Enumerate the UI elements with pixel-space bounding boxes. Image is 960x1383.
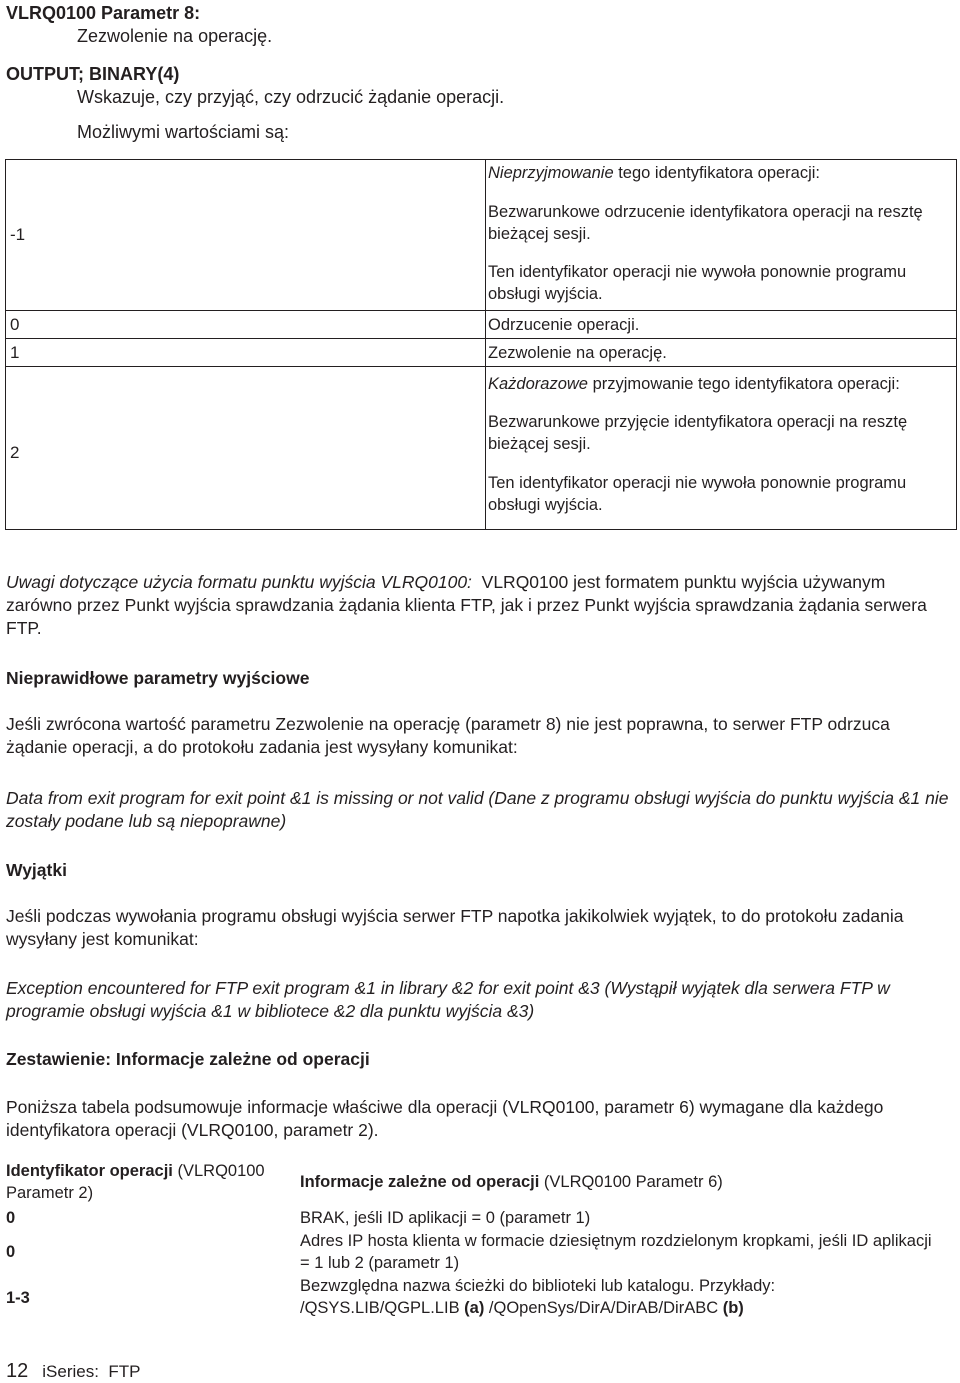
value-description	[488, 162, 950, 305]
desc-lead-italic: Każdorazowe	[488, 375, 588, 393]
table-row	[6, 338, 956, 366]
desc-text: Ten identyfikator operacji nie wywoła ponownie programu obsługi wyjścia.	[488, 474, 907, 514]
summary-row-info: Adres IP hosta klienta w formacie dziesiętnym rozdzielonym kropkami, jeśli ID aplikacji = 1 lub 2 (parametr 1)	[300, 1232, 932, 1272]
example-path-b: /QOpenSys/DirA/DirAB/DirABC	[484, 1299, 723, 1317]
desc-text: Ten identyfikator operacji nie wywoła ponownie programu obsługi wyjścia.	[488, 263, 907, 303]
value-cell	[6, 160, 486, 310]
summary-info-examples	[300, 1297, 940, 1319]
desc-lead-italic: Nieprzyjmowanie	[488, 164, 614, 182]
col1-header-rest: (VLRQ0100 Parametr 2)	[6, 1162, 265, 1202]
summary-row-id: 0	[6, 1209, 16, 1227]
col2-header-bold: Informacje zależne od operacji	[300, 1173, 540, 1191]
value-cell	[6, 367, 486, 530]
summary-heading: Zestawienie: Informacje zależne od operacji	[6, 1049, 370, 1069]
footer-text: iSeries: FTP	[42, 1362, 141, 1381]
usage-notes-text: VLRQ0100 jest formatem punktu wyjścia używanym zarówno przez Punkt wyjścia sprawdzania żądania klienta FTP, jak i przez Punkt wyjścia sprawdzania żądania serwera FTP.	[6, 572, 932, 638]
param8-title: VLRQ0100 Parametr 8:	[6, 3, 201, 23]
exceptions-message: Exception encountered for FTP exit program &1 in library &2 for exit point &3 (Wystąpił wyjątek dla serwera FTP w programie obsługi wyjścia &1 w bibliotece &2 dla punktu wyjścia &3)	[6, 978, 890, 1021]
value-description	[488, 373, 950, 516]
exceptions-text: Jeśli podczas wywołania programu obsługi wyjścia serwer FTP napotka jakikolwiek wyjątek, to do protokołu zadania wysyłany jest komunikat:	[6, 906, 904, 949]
value-cell	[6, 339, 486, 366]
value-code: 0	[10, 315, 20, 334]
usage-notes	[6, 571, 951, 640]
summary-row-id: 1-3	[6, 1289, 30, 1307]
value-code: -1	[10, 225, 26, 244]
desc-text: Bezwarunkowe odrzucenie identyfikatora operacji na resztę bieżącej sesji.	[488, 203, 923, 243]
example-label-b: (b)	[722, 1299, 744, 1317]
invalid-params-message: Data from exit program for exit point &1 is missing or not valid (Dane z programu obsługi wyjścia do punktu wyjścia &1 nie zostały podane lub są niepoprawne)	[6, 788, 949, 831]
desc-text: Bezwarunkowe przyjęcie identyfikatora operacji na resztę bieżącej sesji.	[488, 413, 908, 453]
summary-row-info: BRAK, jeśli ID aplikacji = 0 (parametr 1)	[300, 1209, 591, 1227]
col1-header-bold: Identyfikator operacji	[6, 1162, 173, 1180]
value-code: 1	[10, 343, 20, 362]
summary-row-info	[300, 1275, 940, 1319]
value-description: Odrzucenie operacji.	[488, 316, 640, 334]
page-number: 12	[6, 1360, 29, 1382]
table-row	[6, 310, 956, 338]
example-label-a: (a)	[464, 1299, 485, 1317]
table-row	[6, 366, 956, 530]
summary-row-id: 0	[6, 1243, 16, 1261]
summary-text: Poniższa tabela podsumowuje informacje właściwe dla operacji (VLRQ0100, parametr 6) wymagane dla każdego identyfikatora operacji (VLRQ0100, parametr 2).	[6, 1097, 884, 1140]
summary-info-line: Bezwzględna nazwa ścieżki do biblioteki lub katalogu. Przykłady:	[300, 1277, 776, 1295]
value-cell	[6, 311, 486, 338]
param8-output-desc: Wskazuje, czy przyjąć, czy odrzucić żądanie operacji.	[77, 87, 505, 107]
values-intro: Możliwymi wartościami są:	[77, 122, 290, 142]
value-code: 2	[10, 443, 20, 462]
param8-output-type: OUTPUT; BINARY(4)	[6, 64, 180, 84]
param8-subtitle: Zezwolenie na operację.	[77, 26, 273, 46]
value-description: Zezwolenie na operację.	[488, 344, 667, 362]
table-row	[6, 160, 956, 310]
col2-header-rest: (VLRQ0100 Parametr 6)	[539, 1173, 723, 1191]
invalid-params-heading: Nieprawidłowe parametry wyjściowe	[6, 668, 310, 688]
desc-lead-rest: przyjmowanie tego identyfikatora operacji:	[587, 375, 900, 393]
usage-notes-lead: Uwagi dotyczące użycia formatu punktu wyjścia VLRQ0100:	[6, 572, 472, 592]
desc-lead-rest: tego identyfikatora operacji:	[613, 164, 821, 182]
summary-col2-header	[300, 1171, 950, 1193]
invalid-params-text: Jeśli zwrócona wartość parametru Zezwolenie na operację (parametr 8) nie jest poprawna, to serwer FTP odrzuca żądanie operacji, a do protokołu zadania jest wysyłany komunikat:	[6, 714, 890, 757]
exceptions-heading: Wyjątki	[6, 860, 67, 880]
example-path-a: /QSYS.LIB/QGPL.LIB	[300, 1299, 465, 1317]
values-table	[5, 159, 957, 530]
summary-col1-header	[6, 1160, 296, 1204]
page-footer	[6, 1360, 141, 1383]
